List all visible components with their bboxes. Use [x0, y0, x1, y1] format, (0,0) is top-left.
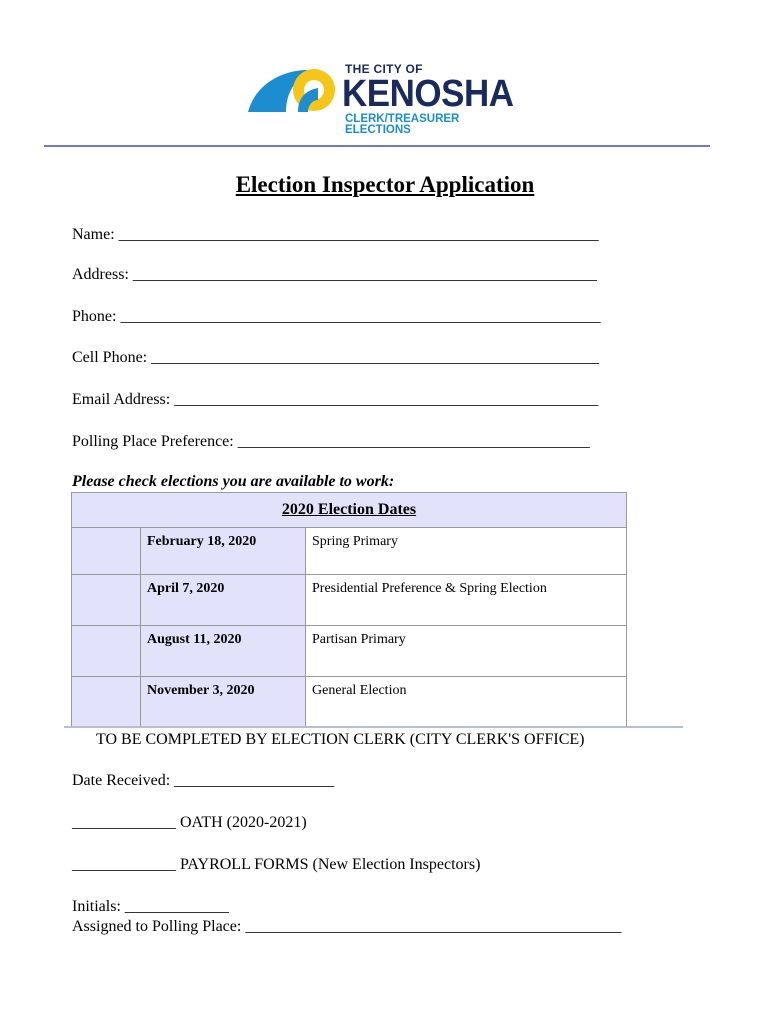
clerk-section-rule: [64, 726, 683, 728]
election-name: Partisan Primary: [306, 626, 627, 677]
election-name: General Election: [306, 677, 627, 728]
logo-city-of: THE CITY OF: [345, 62, 423, 76]
email-field[interactable]: Email Address: _____________________________________________________: [72, 391, 599, 408]
table-row: [72, 575, 627, 626]
oath-field[interactable]: _____________ OATH (2020-2021): [72, 814, 307, 831]
initials-field[interactable]: Initials: _____________: [72, 898, 229, 915]
payroll-forms-field[interactable]: _____________ PAYROLL FORMS (New Election Inspectors): [72, 856, 481, 873]
clerk-section-heading: TO BE COMPLETED BY ELECTION CLERK (CITY CLERK'S OFFICE): [96, 731, 585, 748]
table-header: 2020 Election Dates: [72, 493, 627, 528]
phone-field[interactable]: Phone: ____________________________________________________________: [72, 308, 601, 325]
checkbox-feb-18[interactable]: [72, 528, 141, 575]
polling-place-field[interactable]: Polling Place Preference: ____________________________________________: [72, 433, 590, 450]
logo-kenosha: KENOSHA: [342, 73, 514, 115]
cell-phone-field[interactable]: Cell Phone: ________________________________________________________: [72, 349, 600, 366]
address-field[interactable]: Address: __________________________________________________________: [72, 266, 597, 283]
logo-elections: ELECTIONS: [345, 124, 411, 136]
checkbox-apr-7[interactable]: [72, 575, 141, 626]
page-title: Election Inspector Application: [235, 172, 535, 197]
checkbox-nov-3[interactable]: [72, 677, 141, 728]
election-date: November 3, 2020: [141, 677, 306, 728]
assigned-polling-place-field[interactable]: Assigned to Polling Place: _______________________________________________: [72, 918, 622, 935]
table-row: [72, 626, 627, 677]
election-name: Spring Primary: [306, 528, 627, 575]
election-dates-table: [71, 492, 627, 728]
checkbox-aug-11[interactable]: [72, 626, 141, 677]
election-date: April 7, 2020: [141, 575, 306, 626]
logo-department: [345, 114, 459, 136]
instruction-text: Please check elections you are available to work:: [72, 473, 395, 490]
header-rule: [44, 145, 710, 147]
logo-clerk-treasurer: CLERK/TREASURER: [345, 113, 460, 125]
date-received-field[interactable]: Date Received: ____________________: [72, 772, 335, 789]
election-date: August 11, 2020: [141, 626, 306, 677]
table-row: [72, 528, 627, 575]
name-field[interactable]: Name: ____________________________________________________________: [72, 226, 599, 243]
table-row: [72, 677, 627, 728]
election-name: Presidential Preference & Spring Election: [306, 575, 627, 626]
election-date: February 18, 2020: [141, 528, 306, 575]
